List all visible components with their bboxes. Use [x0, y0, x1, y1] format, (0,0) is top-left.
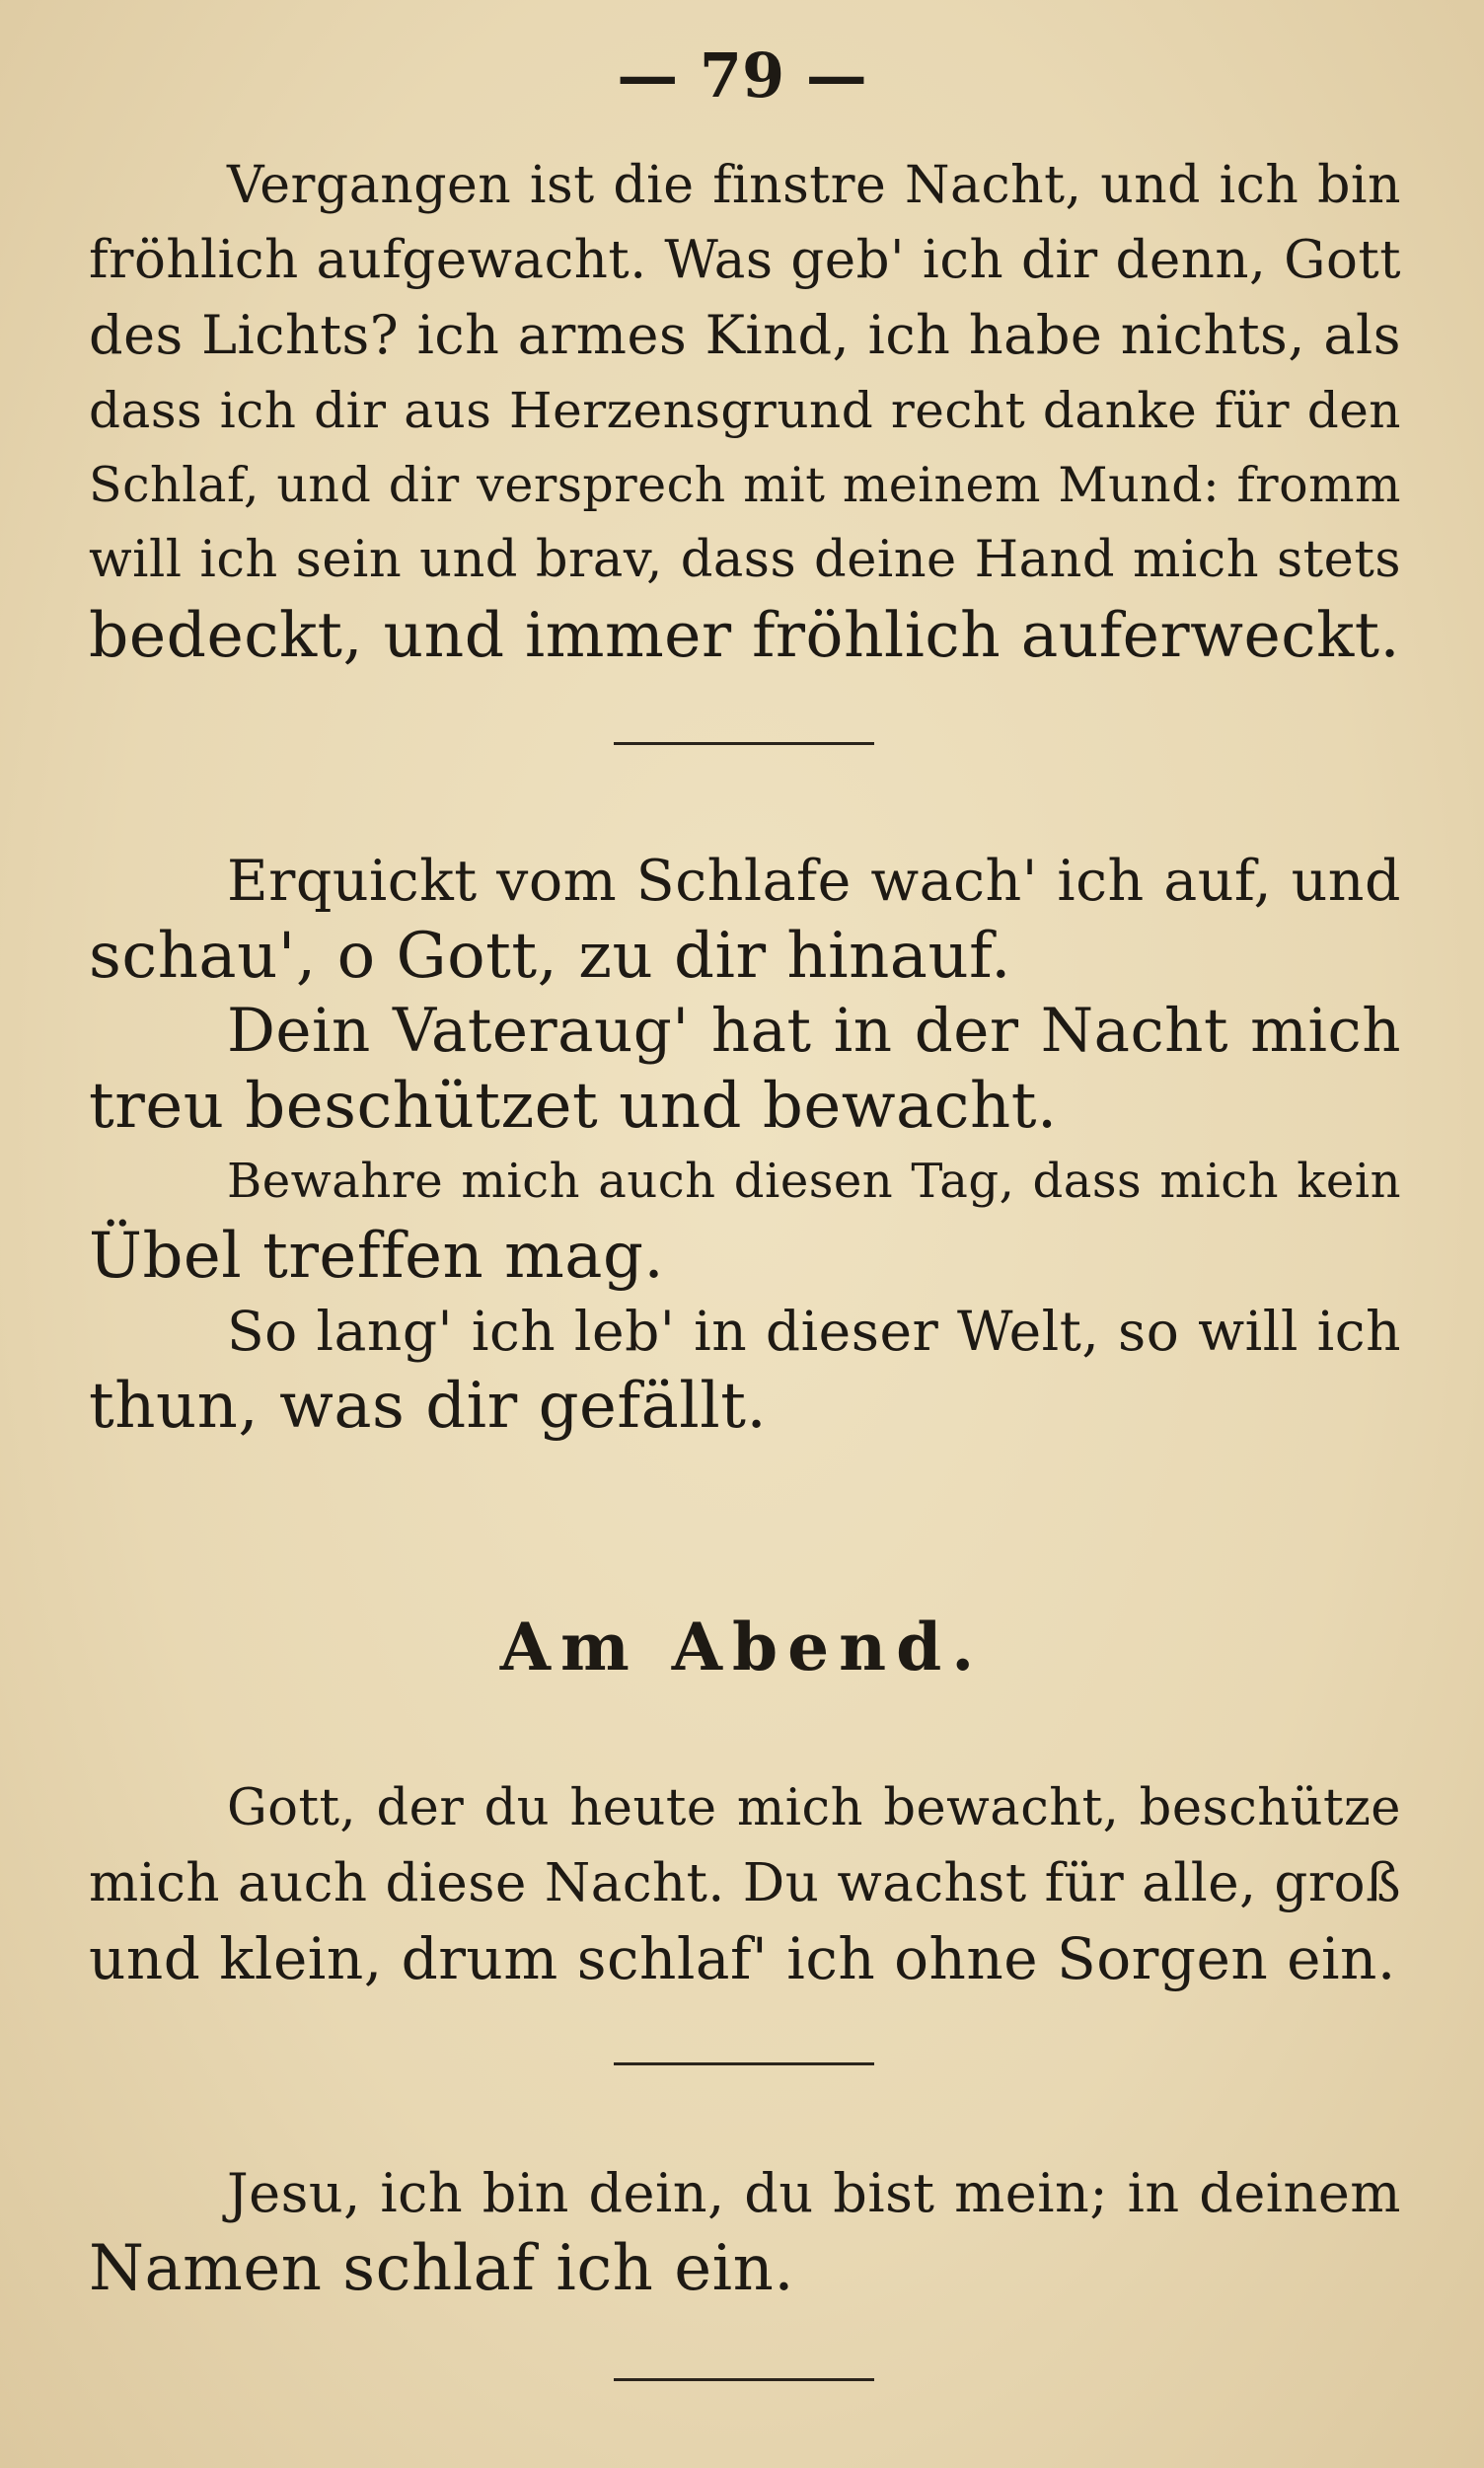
text-line: und klein, drum schlaf' ich ohne Sorgen ein.	[89, 1925, 1396, 1992]
text-line: Vergangen ist die finstre Nacht, und ich bin	[227, 156, 1401, 215]
section-heading: Am Abend.	[499, 1608, 985, 1685]
section-divider	[614, 742, 874, 745]
morning-prayer-1	[89, 148, 1401, 673]
page-number: — 79 —	[617, 39, 867, 112]
text-line: schau', o Gott, zu dir hinauf.	[89, 920, 1011, 993]
text-line: Erquickt vom Schlafe wach' ich auf, und	[227, 849, 1401, 914]
evening-prayer-1	[89, 1771, 1401, 1996]
section-divider	[614, 2378, 874, 2381]
section-divider	[614, 2062, 874, 2065]
text-line: Gott, der du heute mich bewacht, beschütze	[227, 1779, 1401, 1837]
text-line: dass ich dir aus Herzensgrund recht danke für den	[89, 382, 1401, 439]
text-line: will ich sein und brav, dass deine Hand mich stets	[89, 531, 1401, 589]
text-line: Übel treffen mag.	[89, 1220, 665, 1293]
text-line: fröhlich aufgewacht. Was geb' ich dir denn, Gott	[89, 230, 1401, 290]
morning-prayer-2	[89, 844, 1401, 1444]
text-line: Schlaf, und dir versprech mit meinem Mund: fromm	[89, 457, 1401, 513]
text-line: bedeckt, und immer fröhlich auferweckt.	[89, 599, 1401, 671]
text-line: thun, was dir gefällt.	[89, 1370, 768, 1443]
evening-prayer-2	[89, 2156, 1401, 2306]
text-line: des Lichts? ich armes Kind, ich habe nichts, als	[89, 304, 1401, 366]
text-line: Namen schlaf ich ein.	[89, 2232, 795, 2305]
text-line: So lang' ich leb' in dieser Welt, so will ich	[227, 1300, 1401, 1363]
text-line: Dein Vateraug' hat in der Nacht mich	[227, 996, 1401, 1066]
text-line: mich auch diese Nacht. Du wachst für alle, groß	[89, 1853, 1401, 1913]
text-line: Jesu, ich bin dein, du bist mein; in deinem	[227, 2162, 1401, 2224]
text-line: Bewahre mich auch diesen Tag, dass mich kein	[227, 1154, 1401, 1209]
text-line: treu beschützet und bewacht.	[89, 1070, 1058, 1143]
